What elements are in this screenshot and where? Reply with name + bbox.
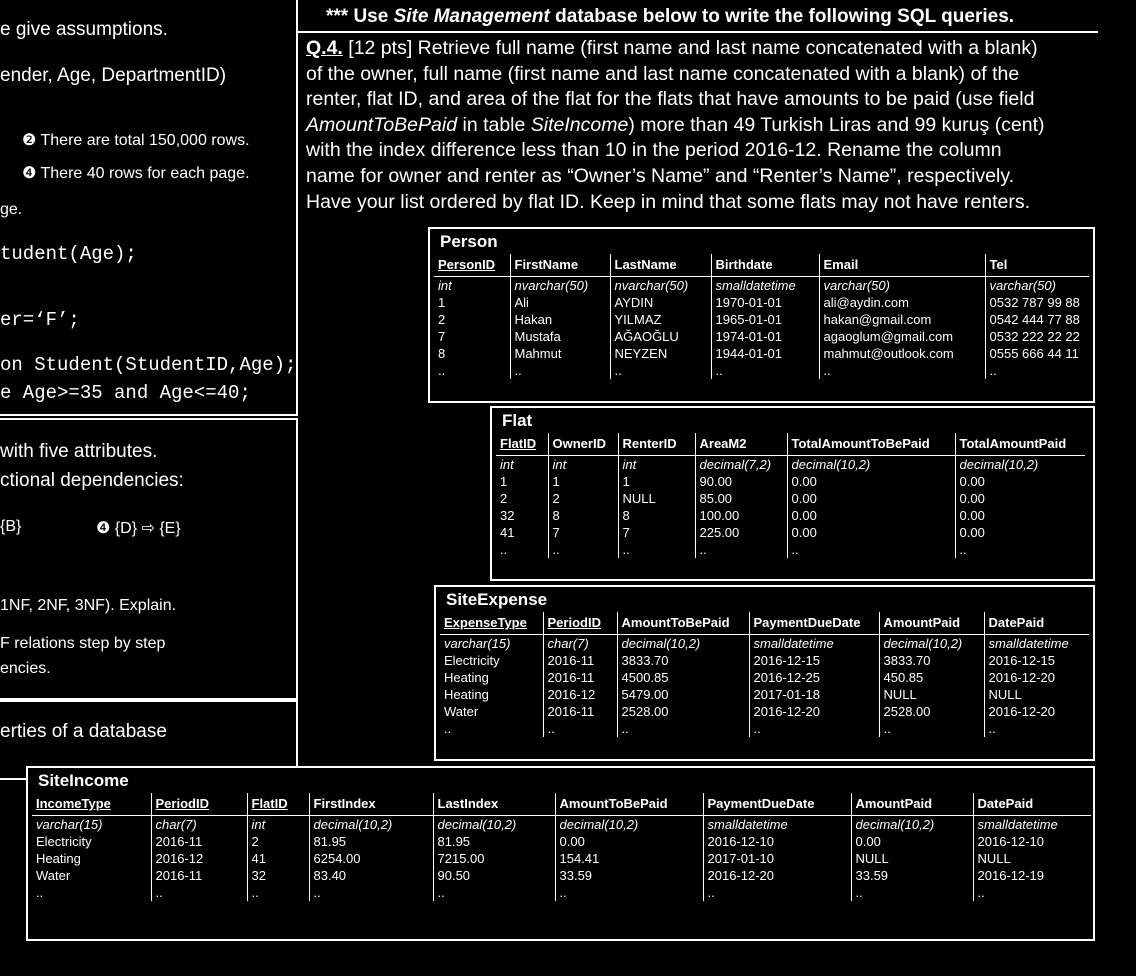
table-cell: 7 [618, 524, 695, 541]
table-cell: 2528.00 [617, 703, 749, 720]
table-cell: 3833.70 [617, 652, 749, 669]
column-header: AmountToBePaid [555, 793, 703, 816]
table-row [440, 669, 1089, 686]
table-row [440, 686, 1089, 703]
column-header: IncomeType [32, 793, 151, 816]
table-cell: .. [851, 884, 973, 901]
table-cell: 32 [500, 508, 515, 523]
table-cell: 1 [548, 473, 618, 490]
table-cell: 1974-01-01 [711, 328, 819, 345]
table-cell: 2016-11 [151, 833, 247, 850]
table-cell: nvarchar(50) [610, 277, 711, 295]
table-cell: 8 [438, 346, 446, 361]
table-cell: 0532 222 22 22 [985, 328, 1089, 345]
column-header: FirstName [510, 254, 610, 277]
table-cell: 225.00 [695, 524, 787, 541]
table-cell: 2016-11 [543, 652, 617, 669]
column-header: PersonID [434, 254, 510, 277]
table-cell: 6254.00 [309, 850, 433, 867]
column-header: LastIndex [433, 793, 555, 816]
table-cell: 2 [247, 833, 309, 850]
table-cell: .. [548, 541, 618, 558]
table-cell: 0.00 [851, 833, 973, 850]
type-row [440, 635, 1089, 653]
flat-table-title: Flat [502, 411, 533, 430]
table-cell: NULL [984, 686, 1089, 703]
table-row [434, 345, 1089, 362]
left-mid-text-1: with five attributes. [0, 441, 158, 462]
left-text-1: e give assumptions. [0, 19, 168, 40]
left-mid-text-2: ctional dependencies: [0, 470, 184, 491]
table-cell: decimal(10,2) [955, 456, 1085, 474]
table-cell: Mahmut [510, 345, 610, 362]
left-text-3: ❷ There are total 150,000 rows. [22, 132, 250, 149]
table-cell: 0.00 [955, 473, 1085, 490]
left-mid-text-3b: ❹ {D} ⇨ {E} [96, 520, 181, 537]
left-text-2: ender, Age, DepartmentID) [0, 65, 227, 86]
table-cell: decimal(10,2) [309, 816, 433, 834]
table-cell: 2016-11 [151, 867, 247, 884]
table-cell: 2016-11 [543, 669, 617, 686]
table-cell: decimal(10,2) [617, 635, 749, 653]
site-expense-table [434, 585, 1095, 761]
column-header: ExpenseType [440, 612, 543, 635]
table-row [440, 703, 1089, 720]
table-cell: 0.00 [955, 490, 1085, 507]
table-cell: 5479.00 [617, 686, 749, 703]
table-row [32, 867, 1091, 884]
code-line-3: on Student(StudentID,Age); [0, 354, 297, 376]
table-cell: 0542 444 77 88 [985, 311, 1089, 328]
table-cell: .. [510, 362, 610, 379]
table-row [32, 850, 1091, 867]
column-header: AmountPaid [851, 793, 973, 816]
table-row [434, 328, 1089, 345]
code-line-1: tudent(Age); [0, 243, 137, 265]
page-header: *** Use Site Management database below to write the following SQL queries. [326, 6, 1015, 27]
table-cell: 81.95 [433, 833, 555, 850]
site-expense-grid [440, 612, 1089, 737]
type-row [496, 456, 1085, 474]
table-cell: .. [151, 884, 247, 901]
table-cell: agaoglum@gmail.com [819, 328, 985, 345]
table-cell: .. [617, 720, 749, 737]
column-header: PeriodID [543, 612, 617, 635]
table-cell: AYDIN [610, 294, 711, 311]
table-row [496, 507, 1085, 524]
flat-table [490, 406, 1095, 581]
table-cell: 1 [438, 295, 446, 310]
table-cell: smalldatetime [749, 635, 879, 653]
type-row [32, 816, 1091, 834]
table-cell: 0.00 [787, 524, 955, 541]
table-cell: 2016-12-10 [703, 833, 851, 850]
table-cell: 1 [500, 474, 508, 489]
table-cell: Water [444, 704, 479, 719]
table-cell: 7 [548, 524, 618, 541]
table-cell: Heating [36, 851, 81, 866]
table-cell: Electricity [444, 653, 500, 668]
table-cell: 41 [500, 525, 515, 540]
table-cell: .. [879, 720, 984, 737]
table-cell: 7 [438, 329, 446, 344]
table-cell: 2016-12-15 [749, 652, 879, 669]
left-bottom-text-1: erties of a database [0, 721, 167, 742]
table-row [496, 524, 1085, 541]
left-mid-text-5: F relations step by step [0, 635, 166, 652]
table-cell: 2 [500, 491, 508, 506]
table-cell: smalldatetime [973, 816, 1091, 834]
table-cell: Hakan [510, 311, 610, 328]
table-cell: Mustafa [510, 328, 610, 345]
table-row [32, 884, 1091, 901]
table-cell: NULL [879, 686, 984, 703]
flat-grid [496, 433, 1085, 558]
table-cell: .. [618, 541, 695, 558]
table-cell: .. [985, 362, 1089, 379]
table-cell: decimal(10,2) [787, 456, 955, 474]
table-cell: 32 [247, 867, 309, 884]
question-label: Q.4. [306, 37, 343, 59]
table-cell: 90.50 [433, 867, 555, 884]
table-row [440, 652, 1089, 669]
table-cell: YILMAZ [610, 311, 711, 328]
code-line-2: er=‘F’; [0, 309, 80, 331]
person-table-title: Person [440, 232, 498, 251]
table-cell: 0.00 [555, 833, 703, 850]
table-cell: .. [973, 884, 1091, 901]
table-cell: 2016-12-15 [984, 652, 1089, 669]
column-header: LastName [610, 254, 711, 277]
table-row [434, 294, 1089, 311]
table-cell: 1970-01-01 [711, 294, 819, 311]
table-cell: .. [711, 362, 819, 379]
table-cell: .. [247, 884, 309, 901]
column-header: TotalAmountToBePaid [787, 433, 955, 456]
table-cell: NULL [973, 850, 1091, 867]
table-row [32, 833, 1091, 850]
column-header: DatePaid [973, 793, 1091, 816]
table-cell: 7215.00 [433, 850, 555, 867]
table-cell: int [247, 816, 309, 834]
table-cell: AĞAOĞLU [610, 328, 711, 345]
table-cell: 2 [548, 490, 618, 507]
table-cell: NULL [618, 490, 695, 507]
table-cell: 1965-01-01 [711, 311, 819, 328]
table-cell: decimal(10,2) [879, 635, 984, 653]
table-cell: 4500.85 [617, 669, 749, 686]
table-cell: .. [610, 362, 711, 379]
table-cell: 0.00 [787, 490, 955, 507]
table-cell: 2 [438, 312, 446, 327]
table-cell: 8 [548, 507, 618, 524]
table-cell: 2017-01-18 [749, 686, 879, 703]
type-row [434, 277, 1089, 295]
table-cell: 33.59 [555, 867, 703, 884]
table-cell: 2016-12-19 [973, 867, 1091, 884]
table-cell: int [500, 457, 514, 472]
table-cell: .. [543, 720, 617, 737]
column-header: OwnerID [548, 433, 618, 456]
table-cell: .. [695, 541, 787, 558]
table-cell: 1 [618, 473, 695, 490]
table-cell: 0.00 [787, 507, 955, 524]
column-header: DatePaid [984, 612, 1089, 635]
table-cell: nvarchar(50) [510, 277, 610, 295]
table-cell: .. [309, 884, 433, 901]
database-name: Site Management [393, 6, 550, 27]
table-cell: 2016-12-20 [984, 669, 1089, 686]
table-cell: .. [819, 362, 985, 379]
table-cell: .. [703, 884, 851, 901]
table-cell: 81.95 [309, 833, 433, 850]
header-row [440, 612, 1089, 635]
left-mid-text-4: 1NF, 2NF, 3NF). Explain. [0, 597, 177, 614]
table-cell: 41 [247, 850, 309, 867]
column-header: Birthdate [711, 254, 819, 277]
table-cell: 2016-12-20 [703, 867, 851, 884]
left-mid-text-3a: {B} [0, 518, 22, 535]
table-cell: 33.59 [851, 867, 973, 884]
table-cell: NULL [851, 850, 973, 867]
header-row [434, 254, 1089, 277]
table-cell: Water [36, 868, 71, 883]
table-cell: mahmut@outlook.com [819, 345, 985, 362]
table-cell: 8 [618, 507, 695, 524]
column-header: FlatID [496, 433, 548, 456]
table-cell: .. [749, 720, 879, 737]
table-cell: .. [444, 721, 452, 736]
table-cell: .. [955, 541, 1085, 558]
table-cell: 3833.70 [879, 652, 984, 669]
table-cell: Ali [510, 294, 610, 311]
table-cell: 2016-12-20 [749, 703, 879, 720]
column-header: PeriodID [151, 793, 247, 816]
table-cell: 2016-11 [543, 703, 617, 720]
table-cell: decimal(10,2) [851, 816, 973, 834]
table-cell: 0555 666 44 11 [985, 345, 1089, 362]
table-cell: varchar(50) [819, 277, 985, 295]
column-header: PaymentDueDate [749, 612, 879, 635]
table-cell: .. [787, 541, 955, 558]
table-cell: 2016-12-20 [984, 703, 1089, 720]
code-line-4: e Age>=35 and Age<=40; [0, 382, 251, 404]
table-cell: decimal(10,2) [555, 816, 703, 834]
table-cell: 83.40 [309, 867, 433, 884]
site-income-table [26, 766, 1095, 941]
table-cell: 154.41 [555, 850, 703, 867]
column-header: FlatID [247, 793, 309, 816]
column-header: AmountToBePaid [617, 612, 749, 635]
table-cell: .. [984, 720, 1089, 737]
column-header: PaymentDueDate [703, 793, 851, 816]
table-cell: 0.00 [955, 507, 1085, 524]
question-text: Q.4. [12 pts] Retrieve full name (first name and last name concatenated with a blank) of the owner, full name (first name and last name concatenated with a blank) of the renter, flat ID, and area of the flat for the flats that have amounts to be paid (use field AmountToBePaid in table SiteIncome) more than 49 Turkish Liras and 99 kuruş (cent) with the index difference less than 10 in the period 2016-12. Rename the column name for owner and renter as “Owner’s Name” and “Renter’s Name”, respectively. Have your list ordered by flat ID. Keep in mind that some flats may not have renters. [306, 37, 1045, 213]
table-cell: int [548, 456, 618, 474]
table-cell: .. [433, 884, 555, 901]
table-cell: smalldatetime [711, 277, 819, 295]
site-expense-table-title: SiteExpense [446, 590, 548, 609]
person-grid [434, 254, 1089, 379]
table-row [496, 473, 1085, 490]
table-cell: 2017-01-10 [703, 850, 851, 867]
table-cell: 0.00 [787, 473, 955, 490]
table-cell: 100.00 [695, 507, 787, 524]
table-cell: Heating [444, 670, 489, 685]
table-cell: smalldatetime [984, 635, 1089, 653]
person-table [428, 227, 1095, 403]
table-row [434, 362, 1089, 379]
table-row [496, 490, 1085, 507]
table-cell: .. [438, 363, 446, 378]
column-header: AreaM2 [695, 433, 787, 456]
left-mid-text-6: encies. [0, 660, 51, 677]
table-cell: .. [555, 884, 703, 901]
table-cell: 2528.00 [879, 703, 984, 720]
table-row [440, 720, 1089, 737]
site-income-grid [32, 793, 1091, 901]
table-cell: hakan@gmail.com [819, 311, 985, 328]
table-cell: 0.00 [955, 524, 1085, 541]
table-cell: decimal(10,2) [433, 816, 555, 834]
table-cell: NEYZEN [610, 345, 711, 362]
left-text-4: ❹ There 40 rows for each page. [22, 165, 250, 182]
table-cell: ali@aydin.com [819, 294, 985, 311]
table-cell: 2016-12 [543, 686, 617, 703]
table-cell: 0532 787 99 88 [985, 294, 1089, 311]
column-header: FirstIndex [309, 793, 433, 816]
table-cell: varchar(15) [444, 636, 511, 651]
table-cell: Electricity [36, 834, 92, 849]
header-divider [298, 31, 1098, 33]
table-cell: 450.85 [879, 669, 984, 686]
table-row [496, 541, 1085, 558]
table-cell: int [618, 456, 695, 474]
table-cell: Heating [444, 687, 489, 702]
column-header: Tel [985, 254, 1089, 277]
left-text-5: ge. [0, 201, 23, 218]
column-header: RenterID [618, 433, 695, 456]
table-cell: 2016-12-10 [973, 833, 1091, 850]
table-cell: .. [36, 885, 44, 900]
column-header: AmountPaid [879, 612, 984, 635]
table-row [434, 311, 1089, 328]
table-cell: 2016-12-25 [749, 669, 879, 686]
table-cell: 90.00 [695, 473, 787, 490]
header-row [32, 793, 1091, 816]
table-cell: varchar(50) [985, 277, 1089, 295]
table-cell: int [438, 278, 452, 293]
table-cell: 1944-01-01 [711, 345, 819, 362]
table-cell: 85.00 [695, 490, 787, 507]
header-row [496, 433, 1085, 456]
table-cell: char(7) [151, 816, 247, 834]
table-cell: varchar(15) [36, 817, 103, 832]
table-cell: decimal(7,2) [695, 456, 787, 474]
site-income-table-title: SiteIncome [38, 771, 129, 790]
column-header: TotalAmountPaid [955, 433, 1085, 456]
table-cell: smalldatetime [703, 816, 851, 834]
table-cell: .. [500, 542, 508, 557]
table-cell: char(7) [543, 635, 617, 653]
column-header: Email [819, 254, 985, 277]
table-cell: 2016-12 [151, 850, 247, 867]
